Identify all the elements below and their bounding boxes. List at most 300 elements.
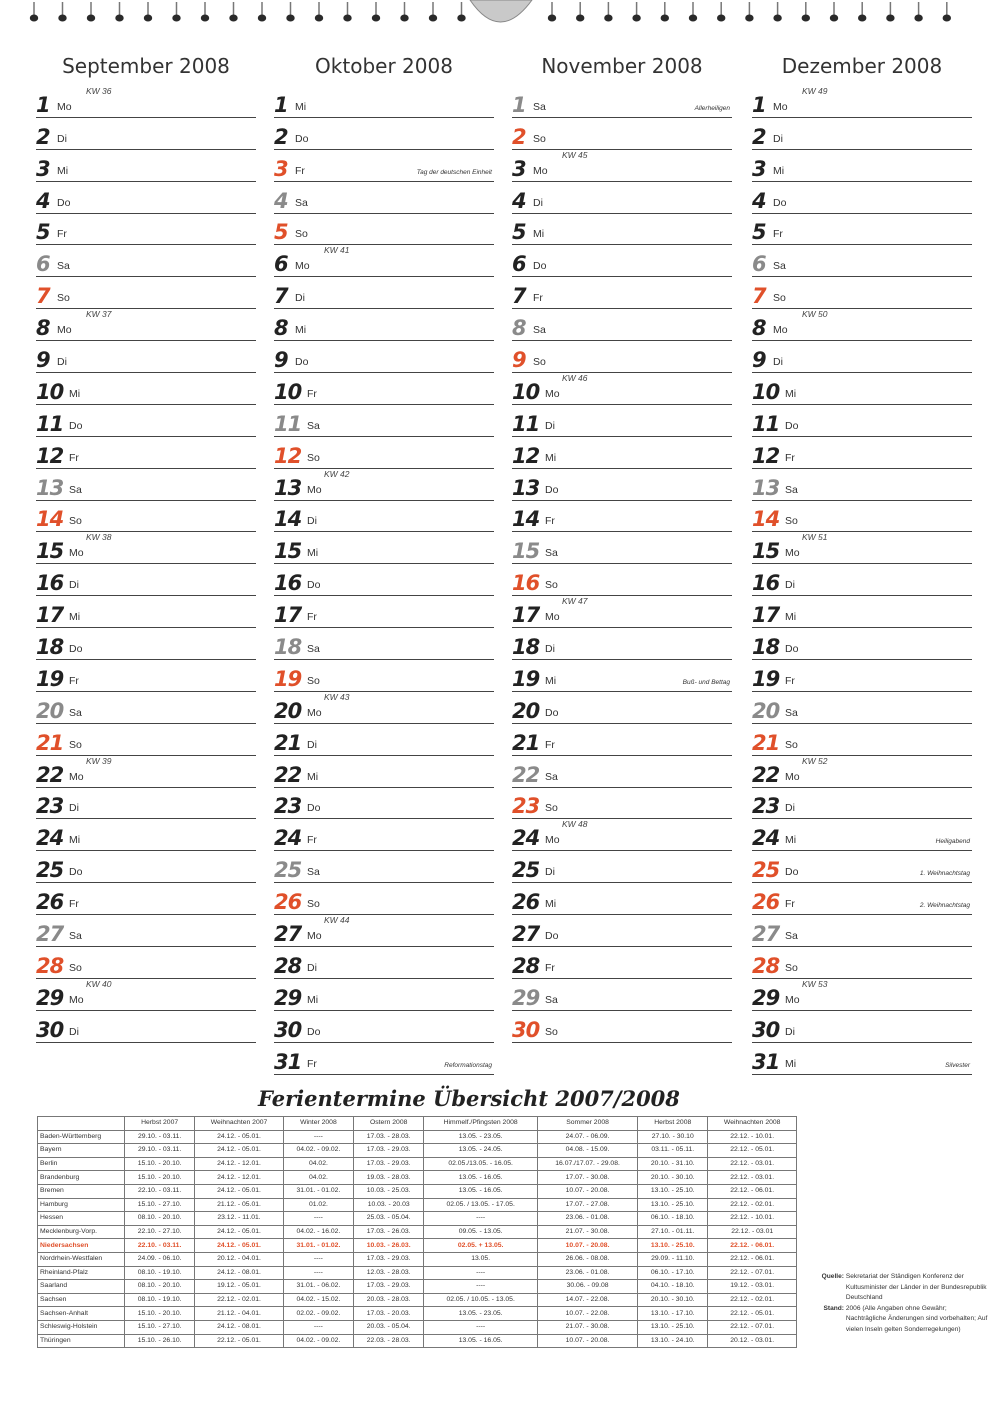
day-row[interactable]	[752, 851, 972, 883]
holiday-label: 2. Weihnachtstag	[919, 902, 970, 910]
day-row[interactable]	[512, 214, 732, 246]
day-number: 14	[36, 507, 64, 532]
day-row[interactable]	[36, 915, 256, 947]
date-range-cell: 24.12. - 05.01.	[195, 1130, 284, 1144]
spiral-binding-ring-icon	[457, 2, 465, 22]
weekday-label: Mo	[545, 387, 560, 400]
day-number: 21	[512, 730, 540, 755]
date-range-cell: 15.10. - 20.10.	[125, 1171, 195, 1185]
spiral-binding-ring-icon	[604, 2, 612, 22]
weekday-label: So	[69, 515, 82, 528]
day-row[interactable]	[274, 405, 494, 437]
date-range-cell: 13.10. - 25.10.	[638, 1198, 708, 1212]
day-number: 6	[512, 252, 526, 277]
day-row[interactable]	[36, 214, 256, 246]
day-row[interactable]	[752, 277, 972, 309]
day-row[interactable]	[36, 947, 256, 979]
holiday-label: Tag der deutschen Einheit	[416, 168, 492, 176]
day-row[interactable]	[752, 214, 972, 246]
day-row[interactable]	[36, 469, 256, 501]
day-number: 22	[36, 762, 64, 787]
spiral-binding-ring-icon	[229, 2, 237, 22]
table-row	[38, 1157, 797, 1171]
spiral-binding-ring-icon	[717, 2, 725, 22]
day-row[interactable]	[752, 501, 972, 533]
day-row[interactable]	[274, 596, 494, 628]
day-row[interactable]	[512, 947, 732, 979]
day-row[interactable]	[752, 756, 972, 788]
day-row[interactable]	[36, 532, 256, 564]
day-row[interactable]	[512, 628, 732, 660]
weekday-label: Do	[307, 802, 321, 815]
weekday-label: Mo	[773, 100, 788, 113]
date-range-cell: 01.02.	[283, 1198, 353, 1212]
weekday-label: Sa	[533, 324, 546, 337]
weekday-label: Di	[307, 961, 317, 974]
date-range-cell: 09.05. - 13.05.	[424, 1225, 538, 1239]
day-number: 2	[512, 124, 526, 149]
weekday-label: Fr	[307, 611, 317, 624]
day-row[interactable]	[274, 756, 494, 788]
day-row[interactable]	[512, 819, 732, 851]
day-number: 11	[752, 411, 780, 436]
day-row[interactable]	[512, 692, 732, 724]
date-range-cell: 04.02. - 09.02.	[283, 1334, 353, 1348]
day-row[interactable]	[274, 883, 494, 915]
weekday-label: Di	[773, 132, 783, 145]
weekday-label: Do	[69, 419, 83, 432]
weekday-label: Sa	[533, 100, 546, 113]
date-range-cell: 22.12. - 03.01	[708, 1225, 797, 1239]
weekday-label: Fr	[533, 292, 543, 305]
day-row[interactable]	[512, 373, 732, 405]
day-row[interactable]	[752, 564, 972, 596]
date-range-cell: 13.05. - 23.05.	[424, 1307, 538, 1321]
weekday-label: Do	[295, 132, 309, 145]
day-number: 24	[36, 826, 64, 851]
day-row[interactable]	[274, 692, 494, 724]
month-title: November 2008	[541, 54, 703, 78]
day-row[interactable]	[274, 214, 494, 246]
table-row	[38, 1334, 797, 1348]
day-row[interactable]	[512, 596, 732, 628]
day-row[interactable]	[36, 564, 256, 596]
day-row[interactable]	[512, 341, 732, 373]
weekday-label: Fr	[545, 515, 555, 528]
day-row[interactable]	[512, 437, 732, 469]
day-row[interactable]	[512, 309, 732, 341]
weekday-label: Fr	[307, 387, 317, 400]
day-number: 8	[36, 316, 50, 341]
day-row[interactable]	[36, 118, 256, 150]
day-number: 7	[274, 284, 288, 309]
calendar-week-label: KW 52	[802, 755, 828, 766]
table-row	[38, 1171, 797, 1185]
day-row[interactable]	[752, 532, 972, 564]
holiday-label: Reformationstag	[444, 1061, 492, 1069]
weekday-label: Mo	[307, 706, 322, 719]
date-range-cell: 29.09. - 11.10.	[638, 1252, 708, 1266]
date-range-cell: 13.10. - 17.10.	[638, 1307, 708, 1321]
weekday-label: Do	[57, 196, 71, 209]
calendar-week-label: KW 41	[324, 245, 350, 256]
weekday-label: Mi	[295, 324, 307, 337]
day-number: 31	[752, 1049, 780, 1074]
date-range-cell: 12.03. - 28.03.	[354, 1266, 424, 1280]
day-row[interactable]	[274, 501, 494, 533]
day-row[interactable]	[36, 819, 256, 851]
date-range-cell: 21.07. - 30.08.	[538, 1225, 638, 1239]
weekday-label: Sa	[773, 260, 786, 273]
day-row[interactable]	[274, 150, 494, 182]
day-row[interactable]	[752, 437, 972, 469]
calendar-week-label: KW 51	[802, 532, 828, 543]
weekday-label: Di	[533, 196, 543, 209]
date-range-cell: 15.10. - 20.10.	[125, 1307, 195, 1321]
day-row[interactable]	[752, 915, 972, 947]
day-row[interactable]	[36, 596, 256, 628]
weekday-label: Mo	[785, 993, 800, 1006]
day-row[interactable]	[512, 564, 732, 596]
state-cell: Mecklenburg-Vorp.	[38, 1225, 125, 1239]
date-range-cell: 22.12. - 07.01.	[708, 1320, 797, 1334]
date-range-cell: 22.12. - 02.01.	[195, 1293, 284, 1307]
day-number: 20	[274, 698, 302, 723]
state-cell: Rheinland-Pfalz	[38, 1266, 125, 1280]
day-row[interactable]	[36, 86, 256, 118]
day-row[interactable]	[36, 660, 256, 692]
weekday-label: So	[785, 738, 798, 751]
date-range-cell: 23.06. - 01.08.	[538, 1266, 638, 1280]
date-range-cell: 22.12. - 10.01.	[708, 1212, 797, 1226]
date-range-cell: 20.10. - 31.10.	[638, 1157, 708, 1171]
date-range-cell: ----	[283, 1266, 353, 1280]
state-cell: Thüringen	[38, 1334, 125, 1348]
day-row[interactable]	[274, 532, 494, 564]
status-label: Stand:	[823, 1304, 844, 1312]
day-number: 30	[512, 1017, 540, 1042]
day-row[interactable]	[752, 405, 972, 437]
day-row[interactable]	[36, 437, 256, 469]
day-row[interactable]	[36, 150, 256, 182]
day-row[interactable]	[752, 182, 972, 214]
day-row[interactable]	[36, 1011, 256, 1043]
day-row[interactable]	[512, 277, 732, 309]
weekday-label: Mi	[295, 100, 307, 113]
day-row[interactable]	[274, 309, 494, 341]
calendar-week-label: KW 49	[802, 86, 828, 96]
holiday-label: 1. Weihnachtstag	[919, 870, 970, 878]
weekday-label: Mo	[785, 547, 800, 560]
day-row[interactable]	[36, 692, 256, 724]
day-row[interactable]	[752, 1011, 972, 1043]
day-number: 28	[36, 953, 64, 978]
school-holiday-table	[37, 1116, 797, 1348]
day-row[interactable]	[36, 373, 256, 405]
day-number: 3	[752, 156, 766, 181]
day-row[interactable]	[36, 851, 256, 883]
date-range-cell: 22.12. - 06.01.	[708, 1252, 797, 1266]
day-number: 3	[274, 156, 288, 181]
day-row[interactable]	[274, 660, 494, 692]
day-row[interactable]	[36, 628, 256, 660]
day-row[interactable]	[512, 150, 732, 182]
date-range-cell: 15.10. - 20.10.	[125, 1157, 195, 1171]
day-number: 25	[274, 858, 302, 883]
day-row[interactable]	[752, 788, 972, 820]
weekday-label: Fr	[57, 228, 67, 241]
spiral-binding-ring-icon	[87, 2, 95, 22]
day-row[interactable]	[512, 501, 732, 533]
day-row[interactable]	[752, 819, 972, 851]
hanger-notch-icon	[470, 0, 532, 22]
day-row[interactable]	[274, 341, 494, 373]
weekday-label: Fr	[785, 451, 795, 464]
day-number: 19	[752, 666, 780, 691]
date-range-cell: 19.12. - 03.01.	[708, 1280, 797, 1294]
day-number: 19	[36, 666, 64, 691]
spiral-binding-ring-icon	[802, 2, 810, 22]
day-row[interactable]	[274, 277, 494, 309]
day-number: 17	[752, 603, 780, 628]
weekday-label: Do	[785, 866, 799, 879]
table-row	[38, 1225, 797, 1239]
date-range-cell: 17.07. - 30.08.	[538, 1171, 638, 1185]
holiday-label: Heiligabend	[935, 838, 970, 846]
day-row[interactable]	[752, 86, 972, 118]
date-range-cell: 31.01. - 01.02.	[283, 1184, 353, 1198]
date-range-cell: 22.12. - 03.01.	[708, 1171, 797, 1185]
date-range-cell: 24.12. - 12.01.	[195, 1157, 284, 1171]
day-row[interactable]	[512, 851, 732, 883]
day-row[interactable]	[36, 277, 256, 309]
day-row[interactable]	[512, 532, 732, 564]
weekday-label: Mi	[57, 164, 69, 177]
day-number: 2	[274, 124, 288, 149]
date-range-cell: 22.12. - 02.01.	[708, 1293, 797, 1307]
day-row[interactable]	[274, 469, 494, 501]
date-range-cell: 17.03. - 28.03.	[354, 1130, 424, 1144]
date-range-cell: 13.05. - 23.05.	[424, 1130, 538, 1144]
day-row[interactable]	[274, 628, 494, 660]
date-range-cell: 16.07./17.07. - 29.08.	[538, 1157, 638, 1171]
day-row[interactable]	[752, 373, 972, 405]
weekday-label: Di	[773, 356, 783, 369]
day-row[interactable]	[36, 309, 256, 341]
day-row[interactable]	[36, 979, 256, 1011]
day-row[interactable]	[274, 437, 494, 469]
day-row[interactable]	[512, 915, 732, 947]
weekday-label: Mi	[545, 674, 557, 687]
day-row[interactable]	[752, 947, 972, 979]
day-row[interactable]	[274, 979, 494, 1011]
weekday-label: Di	[785, 1025, 795, 1038]
day-row[interactable]	[512, 118, 732, 150]
day-row[interactable]	[752, 309, 972, 341]
day-row[interactable]	[512, 245, 732, 277]
weekday-label: Fr	[785, 898, 795, 911]
spiral-binding-ring-icon	[201, 2, 209, 22]
date-range-cell: 04.02. - 15.02.	[283, 1293, 353, 1307]
day-row[interactable]	[752, 1043, 972, 1075]
weekday-label: Sa	[545, 547, 558, 560]
day-row[interactable]	[36, 182, 256, 214]
day-row[interactable]	[274, 86, 494, 118]
date-range-cell: 22.03. - 28.03.	[354, 1334, 424, 1348]
day-number: 27	[274, 922, 302, 947]
date-range-cell: 13.10. - 24.10.	[638, 1334, 708, 1348]
date-range-cell: 24.12. - 05.01.	[195, 1239, 284, 1253]
day-row[interactable]	[752, 692, 972, 724]
day-row[interactable]	[752, 118, 972, 150]
weekday-label: Do	[785, 643, 799, 656]
day-row[interactable]	[274, 788, 494, 820]
weekday-label: Mo	[785, 770, 800, 783]
day-row[interactable]	[274, 1043, 494, 1075]
calendar-week-label: KW 39	[86, 755, 112, 766]
day-number: 31	[274, 1049, 302, 1074]
day-row[interactable]	[36, 245, 256, 277]
day-number: 13	[274, 475, 302, 500]
state-cell: Hamburg	[38, 1198, 125, 1212]
weekday-label: Di	[57, 356, 67, 369]
weekday-label: Do	[545, 483, 559, 496]
day-number: 29	[512, 985, 540, 1010]
day-row[interactable]	[274, 851, 494, 883]
day-row[interactable]	[36, 405, 256, 437]
day-row[interactable]	[274, 1011, 494, 1043]
day-row[interactable]	[274, 819, 494, 851]
date-range-cell: 13.05.	[424, 1252, 538, 1266]
day-row[interactable]	[752, 150, 972, 182]
date-range-cell: 13.05. - 24.05.	[424, 1144, 538, 1158]
day-row[interactable]	[274, 373, 494, 405]
calendar-week-label: KW 48	[562, 819, 588, 830]
date-range-cell: 13.05. - 16.05.	[424, 1334, 538, 1348]
spiral-binding-ring-icon	[144, 2, 152, 22]
date-range-cell: 24.12. - 05.01.	[195, 1144, 284, 1158]
day-row[interactable]	[752, 628, 972, 660]
date-range-cell: ----	[424, 1212, 538, 1226]
day-number: 15	[752, 539, 780, 564]
day-row[interactable]	[274, 724, 494, 756]
day-row[interactable]	[512, 979, 732, 1011]
weekday-label: Mi	[773, 164, 785, 177]
day-number: 1	[512, 92, 526, 117]
day-row[interactable]	[512, 756, 732, 788]
day-row[interactable]	[512, 660, 732, 692]
date-range-cell: 24.12. - 05.01.	[195, 1184, 284, 1198]
day-row[interactable]	[36, 756, 256, 788]
weekday-label: Mo	[533, 164, 548, 177]
day-row[interactable]	[274, 245, 494, 277]
date-range-cell: 20.12. - 04.01.	[195, 1252, 284, 1266]
weekday-label: Mo	[295, 260, 310, 273]
day-number: 30	[752, 1017, 780, 1042]
day-row[interactable]	[752, 245, 972, 277]
day-row[interactable]	[512, 469, 732, 501]
day-row[interactable]	[752, 979, 972, 1011]
weekday-label: Mi	[533, 228, 545, 241]
day-row[interactable]	[512, 405, 732, 437]
table-row	[38, 1293, 797, 1307]
day-row[interactable]	[752, 724, 972, 756]
day-row[interactable]	[512, 883, 732, 915]
date-range-cell: 22.12. - 03.01.	[708, 1157, 797, 1171]
day-row[interactable]	[36, 501, 256, 533]
column-header: Winter 2008	[283, 1117, 353, 1131]
day-row[interactable]	[752, 883, 972, 915]
weekday-label: Sa	[69, 706, 82, 719]
day-row[interactable]	[512, 182, 732, 214]
weekday-label: Di	[785, 579, 795, 592]
weekday-label: Fr	[307, 1057, 317, 1070]
day-row[interactable]	[512, 724, 732, 756]
day-row[interactable]	[274, 564, 494, 596]
date-range-cell: 22.12. - 05.01.	[708, 1144, 797, 1158]
state-cell: Bayern	[38, 1144, 125, 1158]
weekday-label: Do	[545, 930, 559, 943]
day-number: 29	[752, 985, 780, 1010]
day-row[interactable]	[36, 788, 256, 820]
table-row	[38, 1239, 797, 1253]
day-row[interactable]	[274, 915, 494, 947]
date-range-cell: 29.10. - 03.11.	[125, 1144, 195, 1158]
spiral-binding-ring-icon	[286, 2, 294, 22]
day-number: 6	[752, 252, 766, 277]
day-number: 8	[752, 316, 766, 341]
day-number: 15	[274, 539, 302, 564]
date-range-cell: 30.06. - 09.08	[538, 1280, 638, 1294]
date-range-cell: ----	[283, 1130, 353, 1144]
date-range-cell: 19.12. - 05.01.	[195, 1280, 284, 1294]
day-number: 16	[752, 571, 780, 596]
weekday-label: Di	[69, 1025, 79, 1038]
day-row[interactable]	[36, 724, 256, 756]
weekday-label: Do	[69, 866, 83, 879]
date-range-cell: 17.03. - 29.03.	[354, 1252, 424, 1266]
date-range-cell: 04.02.	[283, 1171, 353, 1185]
state-cell: Baden-Württemberg	[38, 1130, 125, 1144]
day-row[interactable]	[274, 118, 494, 150]
date-range-cell: 14.07. - 22.08.	[538, 1293, 638, 1307]
month-title: Oktober 2008	[315, 54, 453, 78]
calendar-week-label: KW 40	[86, 978, 112, 989]
day-row[interactable]	[274, 182, 494, 214]
day-row[interactable]	[512, 86, 732, 118]
date-range-cell: 10.03. - 25.03.	[354, 1184, 424, 1198]
day-row[interactable]	[752, 341, 972, 373]
day-row[interactable]	[512, 1011, 732, 1043]
day-row[interactable]	[512, 788, 732, 820]
day-number: 27	[36, 922, 64, 947]
day-row[interactable]	[36, 883, 256, 915]
day-number: 14	[752, 507, 780, 532]
weekday-label: So	[69, 961, 82, 974]
day-row[interactable]	[752, 469, 972, 501]
state-cell: Nordrhein-Westfalen	[38, 1252, 125, 1266]
day-row[interactable]	[752, 596, 972, 628]
day-number: 20	[512, 698, 540, 723]
day-row[interactable]	[274, 947, 494, 979]
day-row[interactable]	[752, 660, 972, 692]
day-number: 10	[512, 379, 540, 404]
day-number: 22	[512, 762, 540, 787]
day-number: 4	[274, 188, 288, 213]
weekday-label: Fr	[295, 164, 305, 177]
holiday-label: Silvester	[945, 1061, 970, 1069]
day-row[interactable]	[36, 341, 256, 373]
